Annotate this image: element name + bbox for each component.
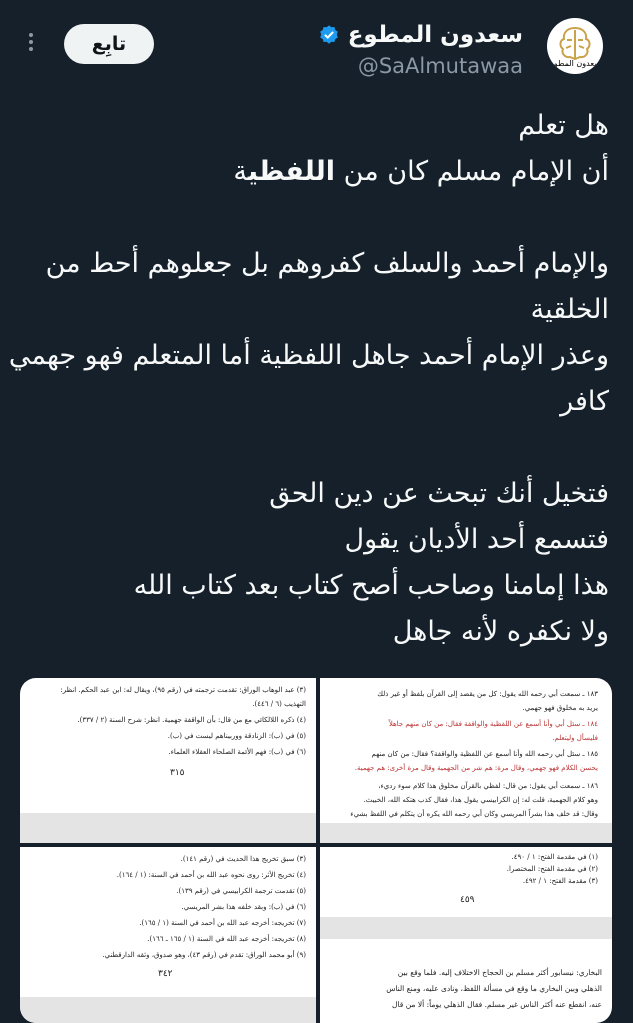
- tweet-text: [8, 103, 609, 655]
- scan-page-number: ٣١٥: [170, 768, 185, 778]
- scan-line: التهذيب (٦ / ٤٤٦).: [252, 700, 306, 708]
- scan-line: البخاري: نيسابور أكثر مسلم بن الحجاج الاختلاف إليه. فلما وقع بين: [397, 968, 602, 977]
- scan-line: وهو كلام الجهمية، قلت له: إن الكرابيسي يقول هذا، فقال كذب هتكه الله، الخبيث.: [363, 796, 598, 804]
- scan-line: (٤) ذكره اللالكائي مع من قال: بأن الواقفة جهمية. انظر: شرح السنة (٢ / ٣٣٧).: [77, 716, 306, 724]
- scan-line: الذهلي وبين البخاري ما وقع في مسألة اللفظ، ونادى عليه، ومنع الناس: [386, 984, 602, 993]
- scan-line: ١٨٥ ـ سئل أبي رحمه الله وأنا أسمع عن اللفظية والواقفة؟ فقال: من كان منهم: [371, 750, 598, 758]
- name-row: [318, 22, 523, 48]
- media-grid: [20, 678, 612, 1023]
- scan-line: يريد به مخلوق فهو جهمي.: [522, 704, 598, 712]
- scan-line: عنه، انقطع عنه أكثر الناس غير مسلم. فقال الذهلي يوماً: ألا من قال: [392, 1000, 602, 1009]
- scan-line: (٩) أبو محمد الوراق: تقدم في (رقم ٤٣)، وهو صدوق، وثقه الدارقطني.: [102, 951, 306, 959]
- scan-line: (٥) تقدمت ترجمة الكرابيسي في (رقم ١٣٩).: [176, 887, 306, 895]
- scan-line: (٦) في (ب): فهم الأئمة الصلحاء العقلاء العلماء.: [168, 748, 306, 756]
- tweet-header: [0, 0, 633, 100]
- scan-page-number: ٣٤٢: [158, 969, 173, 979]
- scan-line-highlight: فليسأل وليتعلم.: [552, 734, 598, 742]
- tweet-line: ولا نكفره لأنه جاهل: [392, 616, 609, 647]
- display-name[interactable]: سعدون المطوع: [347, 22, 523, 48]
- tweet-line-prefix: أن الإمام مسلم كان من: [335, 156, 609, 187]
- tweet-line: فتسمع أحد الأديان يقول: [344, 524, 609, 555]
- scan-line: (٣) عبد الوهاب الوراق: تقدمت ترجمته في (رقم ٩٥)، ويقال له: ابن عبد الحكم. انظر:: [60, 686, 306, 694]
- scan-page-number: ٤٥٩: [460, 895, 475, 905]
- scan-line: (٢) في مقدمة الفتح: المختصرا.: [506, 865, 598, 873]
- scan-line: (٤) تخريج الأثر: روى نحوه عبد الله بن أحمد في السنة: (١ / ١٦٤).: [116, 871, 306, 879]
- tweet-line-suffix: ة: [233, 156, 248, 187]
- scan-page-edge: [320, 917, 612, 939]
- scan-line: ١٨٦ ـ سمعت أبي يقول: من قال: لفظي بالقرآن مخلوق هذا كلام سوء رديء،: [378, 782, 598, 790]
- scan-line: (٣) سبق تخريج هذا الحديث في (رقم ١٤١).: [180, 855, 306, 863]
- avatar-caption: سعدون المطوع: [549, 59, 601, 68]
- tweet-line: والإمام أحمد والسلف كفروهم بل جعلوهم أحط من: [45, 248, 609, 279]
- tweet-blank-line: [19, 425, 609, 471]
- tweet-line: هل تعلم: [518, 110, 609, 141]
- follow-button[interactable]: تابِع: [64, 24, 154, 64]
- scan-line: (٣) مقدمة الفتح: ١ / ٤٩٢.: [522, 877, 598, 885]
- scan-line: (٦) في (ب): وبقد خلفه هذا بشر المريسي.: [181, 903, 306, 911]
- media-image-1[interactable]: [320, 678, 612, 843]
- scan-line: (٧) تخريجه: أخرجه عبد الله بن أحمد في السنة (١ / ١٦٥).: [139, 919, 306, 927]
- media-image-2[interactable]: [20, 678, 316, 843]
- scan-line-highlight: ١٨٤ ـ سئل أبي وأنا أسمع عن اللفظية والواقفة فقال: من كان منهم جاهلاً: [388, 720, 598, 728]
- media-image-3[interactable]: [320, 847, 612, 1023]
- tweet-line: الخلقية: [530, 294, 609, 325]
- media-image-4[interactable]: [20, 847, 316, 1023]
- scan-line: (١) في مقدمة الفتح: ١ / ٤٩٠.: [511, 853, 598, 861]
- tweet-line-with-bold: [19, 149, 609, 195]
- scan-line-highlight: يحسن الكلام فهو جهمي، وقال مرة: هم شر من الجهمية وقال مرة أخرى: هم جهمية.: [354, 764, 598, 772]
- scan-line: ١٨٣ ـ سمعت أبي رحمه الله يقول: كل من يقصد إلى القرآن بلفظ أو غير ذلك: [377, 690, 598, 698]
- scan-page-edge: [20, 997, 316, 1023]
- scan-line: وقال: قد خلف هذا بشراً المريسي وكان أبي رحمه الله يكره أن يتكلم في اللفظ بشيء: [350, 810, 598, 818]
- scan-page-edge: [20, 813, 316, 843]
- tweet-line: هذا إمامنا وصاحب أصح كتاب بعد كتاب الله: [133, 570, 609, 601]
- tweet-line: كافر: [560, 386, 609, 417]
- scan-page-edge: [320, 823, 612, 843]
- tweet-line: وعذر الإمام أحمد جاهل اللفظية أما المتعلم فهو جهمي: [8, 340, 609, 371]
- user-handle[interactable]: @SaAlmutawaa: [357, 54, 523, 78]
- scan-line: (٨) تخريجه: أخرجه عبد الله في السنة (١ / ١٦٥ ـ ١٦٦).: [147, 935, 306, 943]
- more-options-icon[interactable]: [26, 30, 36, 60]
- tweet-blank-line: [19, 195, 609, 241]
- verified-badge-icon: [318, 24, 340, 46]
- tweet-bold-word: اللفظي: [247, 156, 336, 187]
- tweet-line: فتخيل أنك تبحث عن دين الحق: [269, 478, 609, 509]
- scan-line: (٥) في (ب): الزنادقة ووربيناهم ليست في (ب).: [167, 732, 306, 740]
- avatar[interactable]: [547, 18, 603, 74]
